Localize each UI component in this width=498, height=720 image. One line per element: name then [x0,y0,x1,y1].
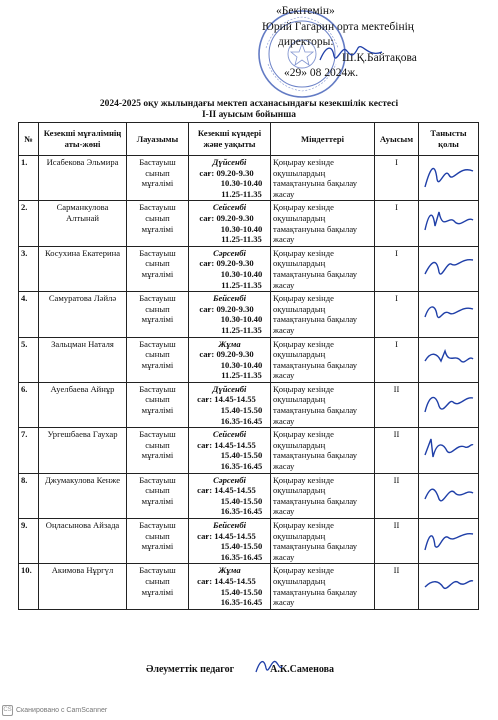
approval-school: Юрий Гагарин орта мектебінің [262,20,414,33]
scanner-watermark-text: Сканировано с CamScanner [16,707,108,714]
teacher-name: Джумакулова Кенже [39,473,127,518]
row-number: 7. [19,428,39,473]
signature-cell [419,246,479,291]
teacher-position: Бастауыш сынып мұғалімі [127,428,189,473]
shift-number: I [375,246,419,291]
duty-time-2: 15.40-15.50 [220,450,263,461]
table-row [19,246,479,291]
duty-day: Жұма [218,565,241,576]
teacher-signature [421,475,477,515]
row-number: 2. [19,201,39,246]
duty-description: Қоңырау кезінде оқушылардың тамақтануына бақылау жасау [271,519,375,564]
footer-role: Әлеуметтік педагог [146,664,235,675]
duty-time-1: сағ: 14.45-14.55 [197,439,256,450]
duty-time-1: сағ: 09.20-9.30 [199,212,254,223]
teacher-name: Самуратова Ләйлә [39,292,127,337]
teacher-position: Бастауыш сынып мұғалімі [127,292,189,337]
duty-day: Сейсенбі [212,202,247,213]
duty-day-time [189,382,271,427]
duty-time-3: 16.35-16.45 [220,506,263,517]
signature-cell [419,519,479,564]
shift-number: II [375,564,419,609]
teacher-name: Сарманкулова Алтынай [39,201,127,246]
duty-time-1: сағ: 09.20-9.30 [199,349,254,360]
table-header-row [19,123,479,156]
duty-time-2: 10.30-10.40 [220,223,263,234]
teacher-position: Бастауыш сынып мұғалімі [127,564,189,609]
duty-time-3: 11.25-11.35 [221,370,262,381]
table-row [19,292,479,337]
teacher-position: Бастауыш сынып мұғалімі [127,201,189,246]
duty-time-3: 16.35-16.45 [220,415,263,426]
approval-heading: «Бекітемін» [276,5,335,17]
duty-time-2: 15.40-15.50 [220,586,263,597]
duty-day-time [189,428,271,473]
row-number: 10. [19,564,39,609]
shift-number: I [375,201,419,246]
duty-day: Сәрсенбі [213,474,246,485]
duty-time-2: 15.40-15.50 [220,405,263,416]
table-row [19,428,479,473]
duty-day: Сәрсенбі [213,247,246,258]
duty-time-2: 15.40-15.50 [220,495,263,506]
duty-time-3: 11.25-11.35 [221,279,262,290]
row-number: 5. [19,337,39,382]
row-number: 1. [19,156,39,201]
duty-description: Қоңырау кезінде оқушылардың тамақтануына бақылау жасау [271,201,375,246]
table-row [19,564,479,609]
shift-number: I [375,156,419,201]
signature-cell [419,564,479,609]
teacher-signature [421,429,477,469]
signature-cell [419,382,479,427]
duty-time-3: 11.25-11.35 [221,188,262,199]
duty-day: Бейсенбі [212,520,246,530]
table-row [19,201,479,246]
teacher-signature [421,157,477,197]
duty-time-3: 16.35-16.45 [220,597,263,608]
teacher-signature [421,565,477,605]
duty-day-time [189,292,271,337]
footer-signature-line [146,664,334,675]
schedule-subtitle: I-II ауысым бойынша [201,110,297,120]
duty-description: Қоңырау кезінде оқушылардың тамақтануына бақылау жасау [271,382,375,427]
duty-time-1: сағ: 09.20-9.30 [199,258,254,269]
duty-description: Қоңырау кезінде оқушылардың тамақтануына бақылау жасау [271,156,375,201]
teacher-name: Ауелбаева Айнұр [39,382,127,427]
duty-day-time [189,156,271,201]
duty-description: Қоңырау кезінде оқушылардың тамақтануына бақылау жасау [271,428,375,473]
signature-cell [419,201,479,246]
duty-day: Сейсенбі [212,429,247,440]
duty-day: Бейсенбі [212,293,246,304]
duty-time-1: сағ: 14.45-14.55 [197,394,256,405]
duty-time-3: 11.25-11.35 [221,324,262,335]
header-number: № [19,123,39,156]
teacher-position: Бастауыш сынып мұғалімі [127,246,189,291]
shift-number: II [375,519,419,564]
approval-date: «29» 08 2024ж. [284,67,359,79]
duty-time-2: 10.30-10.40 [220,314,263,325]
signature-cell [419,337,479,382]
duty-time-1: сағ: 14.45-14.55 [197,575,256,586]
duty-description: Қоңырау кезінде оқушылардың тамақтануына бақылау жасау [271,337,375,382]
teacher-name: Ургешбаева Гаухар [39,428,127,473]
shift-number: I [375,292,419,337]
duty-day-time [189,519,271,564]
duty-description: Қоңырау кезінде оқушылардың тамақтануына бақылау жасау [271,473,375,518]
teacher-position: Бастауыш сынып мұғалімі [127,382,189,427]
teacher-name: Оңласынова Айзада [39,519,127,564]
teacher-signature [421,202,477,242]
duty-day-time [189,337,271,382]
duty-description: Қоңырау кезінде оқушылардың тамақтануына бақылау жасау [271,246,375,291]
duty-time-2: 10.30-10.40 [220,359,263,370]
approval-director-label: директоры: [278,36,334,48]
teacher-signature [421,384,477,424]
scanner-watermark [2,705,107,716]
duty-time-3: 16.35-16.45 [220,461,263,472]
shift-number: II [375,428,419,473]
table-row [19,519,479,564]
duty-description: Қоңырау кезінде оқушылардың тамақтануына бақылау жасау [271,292,375,337]
duty-description: Қоңырау кезінде оқушылардың тамақтануына бақылау жасау [271,564,375,609]
table-row [19,337,479,382]
teacher-position: Бастауыш сынып мұғалімі [127,337,189,382]
camscanner-logo-icon: CS [2,705,13,716]
signature-cell [419,156,479,201]
teacher-name: Акимова Нұргүл [39,564,127,609]
duty-day-time [189,246,271,291]
duty-day-time [189,201,271,246]
teacher-position: Бастауыш сынып мұғалімі [127,156,189,201]
header-signature: Танысты қолы [419,123,479,156]
teacher-signature [421,520,477,560]
teacher-signature [421,293,477,333]
table-row [19,382,479,427]
row-number: 6. [19,382,39,427]
teacher-name: Исабекова Эльмира [39,156,127,201]
duty-time-2: 15.40-15.50 [220,541,263,552]
header-shift: Ауысым [375,123,419,156]
teacher-signature [421,248,477,288]
schedule-title: 2024-2025 оқу жылындағы мектеп асханасындағы кезекшілік кестесі [99,99,399,109]
duty-time-2: 10.30-10.40 [220,268,263,279]
signature-cell [419,292,479,337]
duty-time-1: сағ: 09.20-9.30 [199,167,254,178]
duty-time-1: сағ: 14.45-14.55 [197,530,256,541]
teacher-position: Бастауыш сынып мұғалімі [127,519,189,564]
row-number: 3. [19,246,39,291]
duty-time-1: сағ: 09.20-9.30 [199,303,254,314]
row-number: 9. [19,519,39,564]
teacher-signature [421,339,477,379]
shift-number: II [375,382,419,427]
teacher-position: Бастауыш сынып мұғалімі [127,473,189,518]
table-row [19,156,479,201]
duty-day: Дүйсенбі [212,157,247,167]
duty-schedule-table [18,122,479,610]
header-position: Лауазымы [127,123,189,156]
footer-name: А.К.Саменова [270,664,334,675]
duty-day-time [189,473,271,518]
signature-cell [419,428,479,473]
duty-day: Дүйсенбі [212,383,247,394]
row-number: 4. [19,292,39,337]
duty-time-1: сағ: 14.45-14.55 [197,485,256,496]
approval-director-name: Ш.Қ.Байтақова [342,51,417,64]
duty-day: Жұма [218,338,241,349]
shift-number: I [375,337,419,382]
shift-number: II [375,473,419,518]
duty-time-3: 16.35-16.45 [220,551,263,562]
header-duties: Міндеттері [271,123,375,156]
duty-time-3: 11.25-11.35 [221,234,262,245]
teacher-name: Косухина Екатерина [39,246,127,291]
duty-time-2: 10.30-10.40 [220,178,263,189]
director-signature [316,38,386,68]
header-duty-days: Кезекші күндері және уақыты [189,123,271,156]
signature-cell [419,473,479,518]
row-number: 8. [19,473,39,518]
duty-day-time [189,564,271,609]
header-teacher-name: Кезекші мұғалімнің аты-жөні [39,123,127,156]
teacher-name: Зальцман Наталя [39,337,127,382]
table-row [19,473,479,518]
social-pedagogue-signature [254,654,284,678]
